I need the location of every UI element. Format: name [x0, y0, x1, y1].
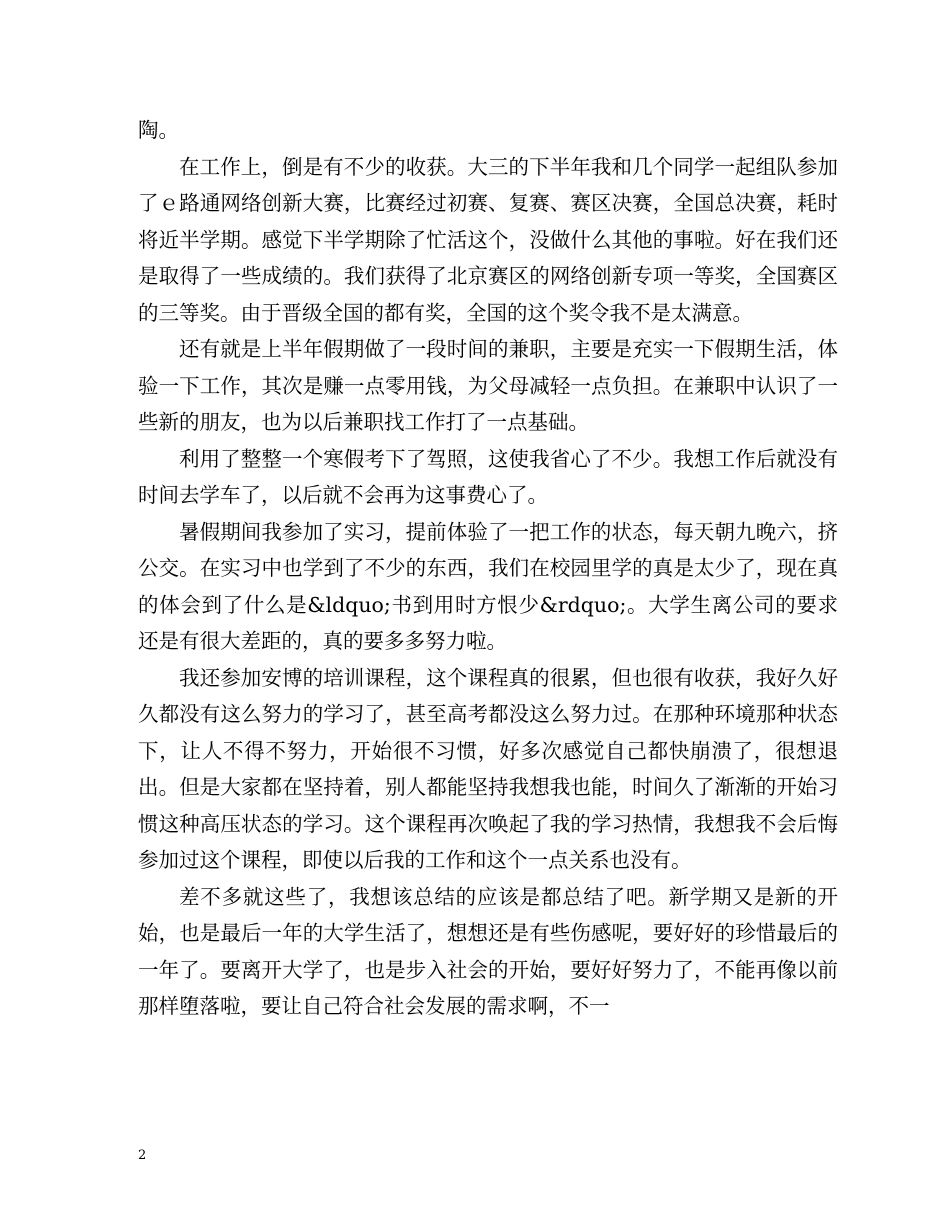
paragraph-part-time-job: 还有就是上半年假期做了一段时间的兼职，主要是充实一下假期生活，体验一下工作，其次是赚一点零用钱，为父母减轻一点负担。在兼职中认识了一些新的朋友，也为以后兼职找工作打了一点基础。: [138, 337, 838, 434]
paragraph-training-course: 我还参加安博的培训课程，这个课程真的很累，但也很有收获，我好久好久都没有这么努力的学习了，甚至高考都没这么努力过。在那种环境那种状态下，让人不得不努力，开始很不习惯，好多次感觉自己都快崩溃了，很想退出。但是大家都在坚持着，别人都能坚持我想我也能，时间久了渐渐的开始习惯这种高压状态的学习。这个课程再次唤起了我的学习热情，我想我不会后悔参加过这个课程，即使以后我的工作和这个一点关系也没有。: [138, 665, 838, 872]
paragraph-work-gains: 在工作上，倒是有不少的收获。大三的下半年我和几个同学一起组队参加了ｅ路通网络创新大赛，比赛经过初赛、复赛、赛区决赛，全国总决赛，耗时将近半学期。感觉下半学期除了忙活这个，没做什么其他的事啦。好在我们还是取得了一些成绩的。我们获得了北京赛区的网络创新专项一等奖，全国赛区的三等奖。由于晋级全国的都有奖，全国的这个奖令我不是太满意。: [138, 154, 838, 325]
paragraph-continuation: 陶。: [138, 118, 179, 142]
paragraph-driving-license: 利用了整整一个寒假考下了驾照，这使我省心了不少。我想工作后就没有时间去学车了，以后就不会再为这事费心了。: [138, 446, 838, 507]
paragraph-summary: 差不多就这些了，我想该总结的应该是都总结了吧。新学期又是新的开始，也是最后一年的大学生活了，想想还是有些伤感呢，要好好的珍惜最后的一年了。要离开大学了，也是步入社会的开始，要好好努力了，不能再像以前那样堕落啦，要让自己符合社会发展的需求啊，不一: [138, 884, 838, 1018]
document-body: [138, 112, 838, 1025]
page-number: 2: [138, 1148, 147, 1163]
paragraph-internship: 暑假期间我参加了实习，提前体验了一把工作的状态，每天朝九晚六，挤公交。在实习中也学到了不少的东西，我们在校园里学的真是太少了，现在真的体会到了什么是&ldquo;书到用时方恨少&rdquo;。大学生离公司的要求还是有很大差距的，真的要多多努力啦。: [138, 519, 838, 653]
